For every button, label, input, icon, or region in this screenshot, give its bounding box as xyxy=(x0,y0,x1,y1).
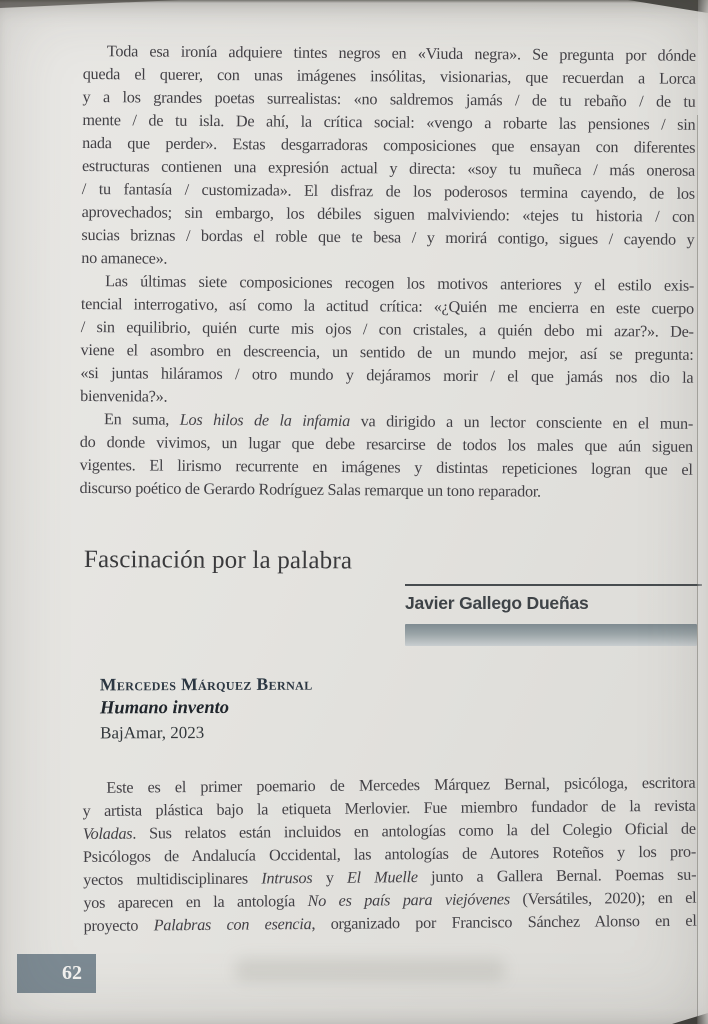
text-segment: y artista plástica bajo la etiqueta Merlovier. Fue miembro fundador de la revista xyxy=(82,796,696,821)
page-number: 62 xyxy=(62,962,82,984)
review-body-text xyxy=(82,772,696,938)
text-line xyxy=(81,224,694,252)
byline-decorative-bar xyxy=(405,624,697,646)
text-segment: discurso poético de Gerardo Rodríguez Salas remarque un tono reparador. xyxy=(79,478,541,501)
text-segment: estructuras contienen una expresión actual y directa: «soy tu muñeca / más onerosa xyxy=(81,156,696,180)
italic-text-segment: El Muelle xyxy=(346,868,418,887)
text-segment: y a los grandes poetas surrealistas: «no saldremos jamás / de tu rebaño / de tu xyxy=(82,87,696,111)
text-segment: aprovechados; sin embargo, los débiles siguen malviviendo: «tejes tu historia / con xyxy=(81,202,695,226)
text-segment: vigentes. El lirismo recurrente en imágenes y distintas repeticiones logran que el xyxy=(79,455,693,479)
text-segment: / sin equilibrio, quién curte mis ojos / con cristales, a quién debo mi azar?». De- xyxy=(80,317,694,341)
text-segment: mente / de tu isla. De ahí, la crítica social: «vengo a robarte las pensiones / sin xyxy=(82,110,696,134)
text-segment: Psicólogos de Andalucía Occidental, las antologías de Autores Roteños y los pro- xyxy=(82,842,697,866)
text-segment: yos aparecen en la antología xyxy=(83,892,308,912)
text-segment: yectos multidisciplinares xyxy=(83,869,262,889)
text-line xyxy=(80,362,693,390)
text-segment: proyecto xyxy=(83,916,154,935)
page-showthrough-smudge xyxy=(235,958,505,982)
book-publisher-year: BajAmar, 2023 xyxy=(100,723,205,743)
text-segment: (Versátiles, 2020); en el xyxy=(509,888,697,909)
text-segment: «si juntas hiláramos / otro mundo y dejáramos morir / el que jamás nos dio la xyxy=(80,363,694,387)
text-segment: sucias briznas / bordas el roble que te besa / y morirá contigo, sigues / cayendo y xyxy=(81,225,695,249)
page-edge-strip xyxy=(698,0,708,1024)
paragraph xyxy=(80,270,694,413)
text-segment: / tu fantasía / customizada». El disfraz de los poderosos termina cayendo, de los xyxy=(81,179,695,203)
photo-corner-top-right xyxy=(628,0,708,13)
paragraph xyxy=(79,408,693,505)
text-segment: Este es el primer poemario de Mercedes Márquez Bernal, psicóloga, escritora xyxy=(106,773,696,797)
book-info xyxy=(100,674,313,744)
text-segment: tencial interrogativo, así como la actitud crítica: «¿Quién me encierra en este cuerpo xyxy=(80,294,694,318)
text-segment: junto a Gallera Bernal. Poemas su- xyxy=(417,865,697,887)
reviewer-byline xyxy=(405,584,702,646)
italic-text-segment: Palabras con esencia xyxy=(153,915,312,935)
text-segment: Toda esa ironía adquiere tintes negros en «Viuda negra». Se pregunta por dónde xyxy=(106,42,696,65)
previous-review-text xyxy=(79,40,696,505)
review-section-heading: Fascinación por la palabra xyxy=(83,546,353,575)
text-segment: va dirigido a un lector consciente en el mun- xyxy=(349,412,694,433)
italic-text-segment: Voladas xyxy=(82,824,133,844)
text-segment: viene el asombro en descreencia, un sentido de un mundo mejor, así se pregunta: xyxy=(80,340,694,364)
text-segment: En suma, xyxy=(103,410,180,429)
text-line xyxy=(84,910,697,938)
paragraph xyxy=(81,40,696,275)
book-author-name: Mercedes Márquez Bernal xyxy=(99,673,313,695)
text-segment: no amanece». xyxy=(81,248,168,268)
paragraph xyxy=(82,772,696,938)
text-segment: nada que perder». Estas desgarradoras composiciones que ensayan con diferentes xyxy=(82,133,696,157)
page-number-badge xyxy=(17,954,96,993)
book-title: Humano invento xyxy=(99,697,230,719)
text-line xyxy=(79,477,692,505)
byline-rule-divider xyxy=(405,584,702,586)
text-segment: do donde vivimos, un lugar que debe resarcirse de todos los males que aún siguen xyxy=(79,432,693,456)
italic-text-segment: Los hilos de la infamia xyxy=(179,410,351,431)
text-segment: Las últimas siete composiciones recogen los motivos anteriores y el estilo exis- xyxy=(105,272,695,295)
text-segment: y xyxy=(312,868,348,887)
text-segment: , organizado por Francisco Sánchez Alonso en el xyxy=(311,911,697,934)
text-segment: queda el querer, con unas imágenes insólitas, visionarias, que recuerdan a Lorca xyxy=(82,64,696,88)
reviewer-name: Javier Gallego Dueñas xyxy=(405,593,589,613)
italic-text-segment: No es país para viejóvenes xyxy=(307,890,510,911)
text-segment: bienvenida?». xyxy=(80,386,168,406)
text-segment: . Sus relatos están incluidos en antologías como la del Colegio Oficial de xyxy=(132,819,696,843)
italic-text-segment: Intrusos xyxy=(261,868,313,888)
